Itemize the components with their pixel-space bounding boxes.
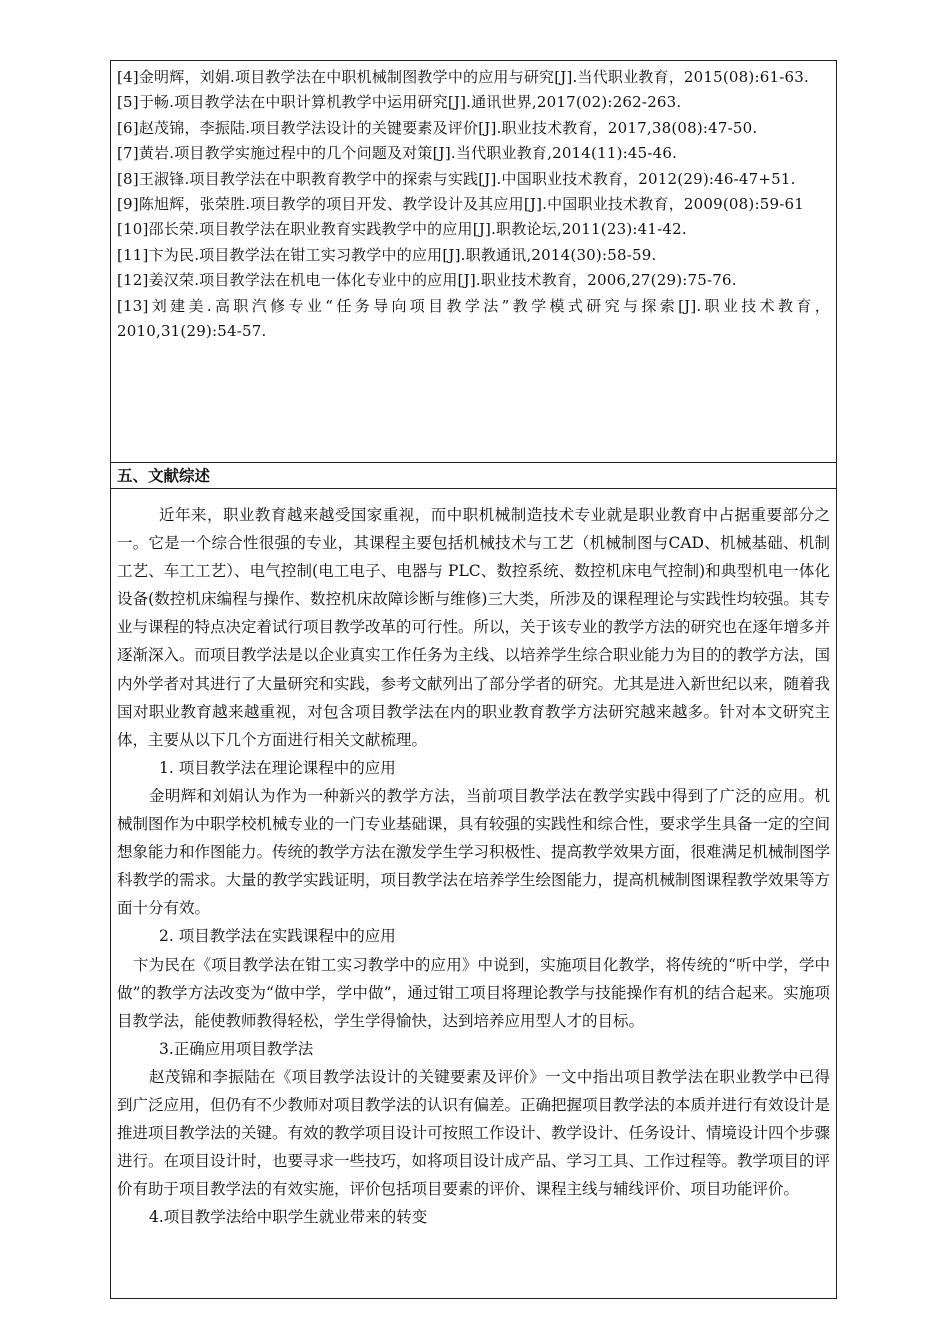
subheading-1: 1. 项目教学法在理论课程中的应用 bbox=[159, 758, 396, 777]
paragraph-1: 金明辉和刘娟认为作为一种新兴的教学方法，当前项目教学法在教学实践中得到了广泛的应用。机械制图作为中职学校机械专业的一门专业基础课，具有较强的实践性和综合性，要求学生具备一定的空间想象能力和作图能力。传统的教学方法在激发学生学习积极性、提高教学效果方面，很难满足机械制图学科教学的需求。大量的教学实践证明，项目教学法在培养学生绘图能力，提高机械制图课程教学效果等方面十分有效。 bbox=[117, 786, 831, 918]
subheading-4: 4.项目教学法给中职学生就业带来的转变 bbox=[149, 1208, 428, 1227]
intro-paragraph: 近年来，职业教育越来越受国家重视，而中职机械制造技术专业就是职业教育中占据重要部分之一。它是一个综合性很强的专业，其课程主要包括机械技术与工艺（机械制图与CAD、机械基础、机制工艺、车工工艺）、电气控制(电工电子、电器与 PLC、数控系统、数控机床电气控制)和典型机电一体化设备(数控机床编程与操作、数控机床故障诊断与维修)三大类，所涉及的课程理论与实践性均较强。其专业与课程的特点决定着试行项目教学改革的可行性。所以，关于该专业的教学方法的研究也在逐年增多并逐渐深入。而项目教学法是以企业真实工作任务为主线、以培养学生综合职业能力为目的的教学方法，国内外学者对其进行了大量研究和实践，参考文献列出了部分学者的研究。尤其是进入新世纪以来，随着我国对职业教育越来越重视，对包含项目教学法在内的职业教育教学方法研究越来越多。针对本文研究主体，主要从以下几个方面进行相关文献梳理。 bbox=[117, 506, 831, 749]
section-heading: 五、文献综述 bbox=[111, 463, 836, 489]
paragraph-3: 赵茂锦和李振陆在《项目教学法设计的关键要素及评价》一文中指出项目教学法在职业教学中已得到广泛应用，但仍有不少教师对项目教学法的认识有偏差。正确把握项目教学法的本质并进行有效设计是推进项目教学法的关键。有效的教学项目设计可按照工作设计、教学设计、任务设计、情境设计四个步骤进行。在项目设计时，也要寻求一些技巧，如将项目设计成产品、学习工具、工作过程等。教学项目的评价有助于项目教学法的有效实施，评价包括项目要素的评价、课程主线与辅线评价、项目功能评价。 bbox=[117, 1067, 831, 1199]
reference-item: [12]姜汉荣.项目教学法在机电一体化专业中的应用[J].职业技术教育，2006,27(29):75-76. bbox=[117, 271, 737, 290]
reference-item: [11]卞为民.项目教学法在钳工实习教学中的应用[J].职教通讯,2014(30):58-59. bbox=[117, 245, 657, 264]
paragraph-2: 卞为民在《项目教学法在钳工实习教学中的应用》中说到，实施项目化教学，将传统的“听中学，学中做”的教学方法改变为“做中学，学中做”，通过钳工项目将理论教学与技能操作有机的结合起来。实施项目教学法，能使教师教得轻松，学生学得愉快，达到培养应用型人才的目标。 bbox=[117, 955, 830, 1030]
literature-review-body bbox=[111, 501, 836, 1231]
reference-item: [9]陈旭辉，张荣胜.项目教学的项目开发、教学设计及其应用[J].中国职业技术教育，2009(08):59-61 bbox=[117, 195, 804, 214]
subheading-3: 3.正确应用项目教学法 bbox=[159, 1039, 314, 1058]
document-table bbox=[110, 60, 837, 1299]
reference-item: [8]王淑锋.项目教学法在中职教育教学中的探索与实践[J].中国职业技术教育，2012(29):46-47+51. bbox=[117, 169, 796, 188]
reference-item: [6]赵茂锦，李振陆.项目教学法设计的关键要素及评价[J].职业技术教育，2017,38(08):47-50. bbox=[117, 118, 758, 137]
reference-item: [13]刘建美.高职汽修专业“任务导向项目教学法”教学模式研究与探索[J].职业技术教育，2010,31(29):54-57. bbox=[117, 296, 830, 341]
reference-item: [7]黄岩.项目教学实施过程中的几个问题及对策[J].当代职业教育,2014(11):45-46. bbox=[117, 144, 678, 163]
reference-item: [5]于畅.项目教学法在中职计算机教学中运用研究[J].通讯世界,2017(02):262-263. bbox=[117, 93, 682, 112]
subheading-2: 2. 项目教学法在实践课程中的应用 bbox=[159, 927, 396, 946]
reference-list bbox=[111, 61, 836, 463]
reference-item: [10]邵长荣.项目教学法在职业教育实践教学中的应用[J].职教论坛,2011(23):41-42. bbox=[117, 220, 687, 239]
reference-item: [4]金明辉，刘娟.项目教学法在中职机械制图教学中的应用与研究[J].当代职业教育，2015(08):61-63. bbox=[117, 68, 809, 86]
